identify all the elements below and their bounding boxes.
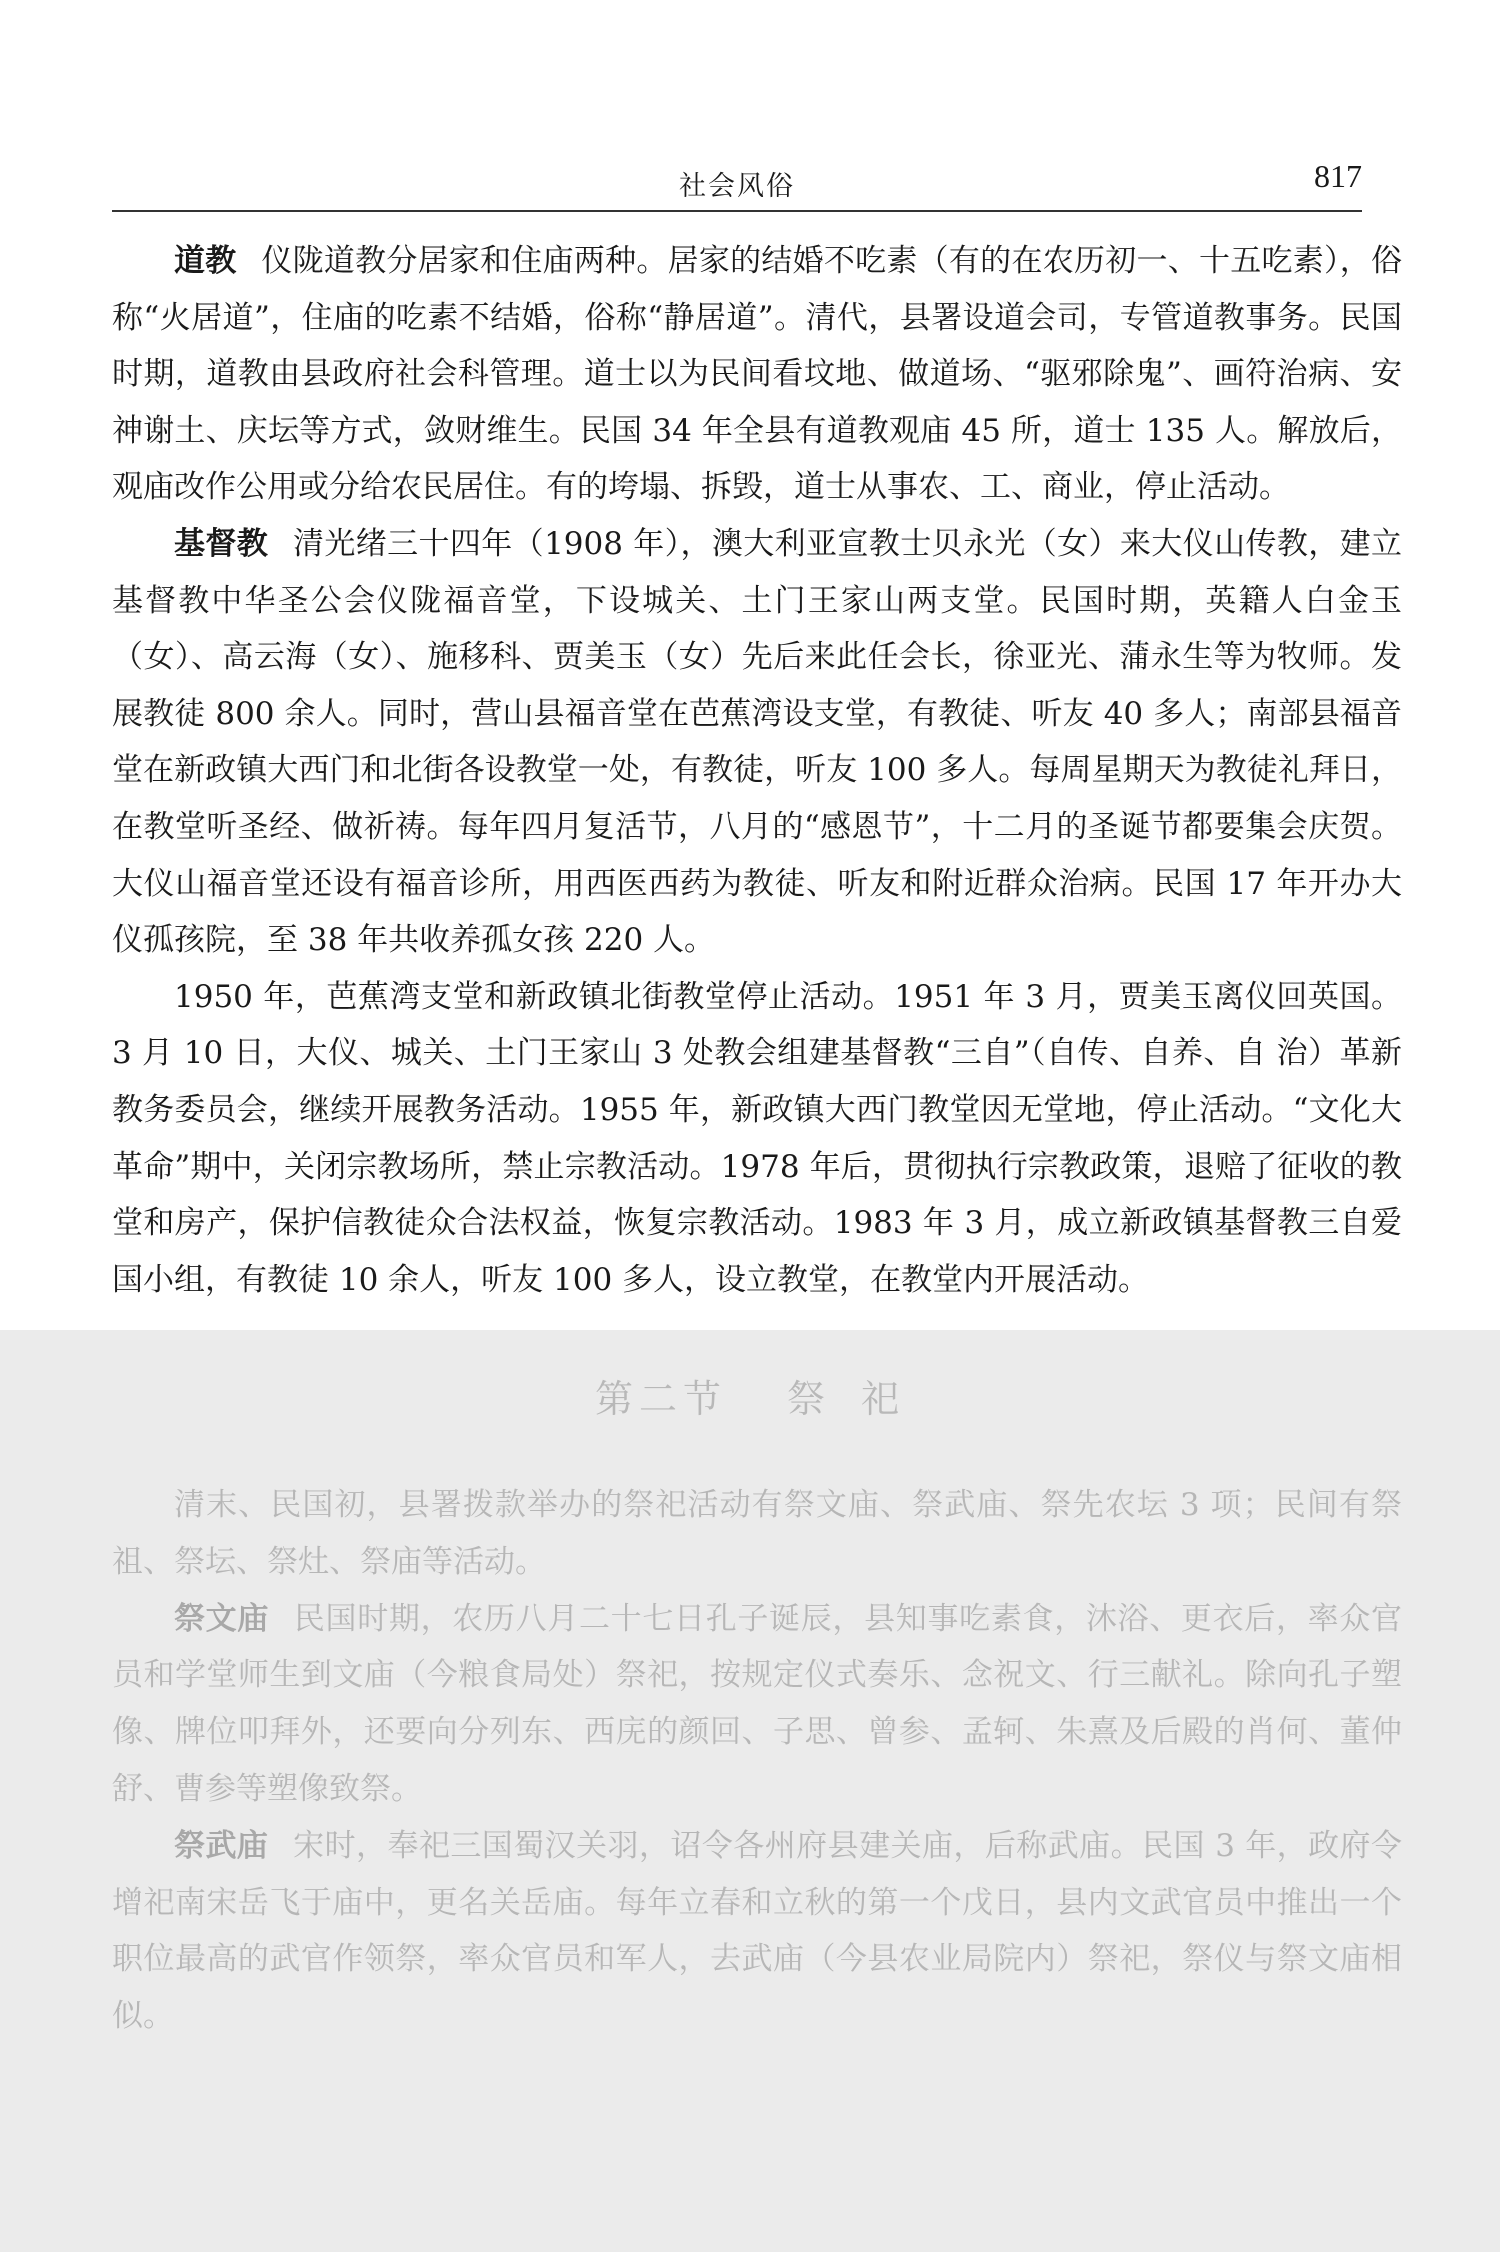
paragraph-christianity-postwar-body: 1950 年，芭蕉湾支堂和新政镇北街教堂停止活动。1951 年 3 月，贾美玉离仪回英国。3 月 10 日，大仪、城关、土门王家山 3 处教会组建基督教“三自”（自传、自养、自 治）革新教务委员会，继续开展教务活动。1955 年，新政镇大西门教堂因无堂地，停止活动。“文化大革命”期中，关闭宗教场所，禁止宗教活动。1978 年后，贯彻执行宗教政策，退赔了征收的教堂和房产，保护信教徒众合法权益，恢复宗教活动。1983 年 3 月，成立新政镇基督教三自爱国小组，有教徒 10 余人，听友 100 多人，设立教堂，在教堂内开展活动。 [112, 978, 1402, 1298]
term-confucius-temple: 祭文庙 [174, 1600, 270, 1637]
term-martial-temple: 祭武庙 [174, 1827, 269, 1864]
paragraph-christianity [112, 516, 1402, 969]
page-number: 817 [1314, 158, 1362, 194]
paragraph-sacrifice-intro [112, 1477, 1402, 1591]
paragraph-martial-temple-body: 宋时，奉祀三国蜀汉关羽，诏令各州府县建关庙，后称武庙。民国 3 年，政府令增祀南宋岳飞于庙中，更名关岳庙。每年立春和立秋的第一个戊日，县内文武官员中推出一个职位最高的武官作领祭，率众官员和军人，去武庙（今县农业局院内）祭祀，祭仪与祭文庙相似。 [112, 1827, 1402, 2035]
paragraph-christianity-body: 清光绪三十四年（1908 年），澳大利亚宣教士贝永光（女）来大仪山传教，建立基督教中华圣公会仪陇福音堂，下设城关、土门王家山两支堂。民国时期，英籍人白金玉（女）、高云海（女）、施移科、贾美玉（女）先后来此任会长，徐亚光、蒲永生等为牧师。发展教徒 800 余人。同时，营山县福音堂在芭蕉湾设支堂，有教徒、听友 40 多人；南部县福音堂在新政镇大西门和北街各设教堂一处，有教徒，听友 100 多人。每周星期天为教徒礼拜日，在教堂听圣经、做祈祷。每年四月复活节，八月的“感恩节”，十二月的圣诞节都要集会庆贺。大仪山福音堂还设有福音诊所，用西医西药为教徒、听友和附近群众治病。民国 17 年开办大仪孤孩院，至 38 年共收养孤女孩 220 人。 [112, 525, 1403, 959]
paragraph-sacrifice-intro-body: 清末、民国初，县署拨款举办的祭祀活动有祭文庙、祭武庙、祭先农坛 3 项；民间有祭祖、祭坛、祭灶、祭庙等活动。 [112, 1487, 1402, 1580]
main-text-block [112, 233, 1402, 1308]
paragraph-confucius-temple-body: 民国时期，农历八月二十七日孔子诞辰，县知事吃素食，沐浴、更衣后，率众官员和学堂师生到文庙（今粮食局处）祭祀，按规定仪式奏乐、念祝文、行三献礼。除向孔子塑像、牌位叩拜外，还要向分列东、西庑的颜回、子思、曾参、孟轲、朱熹及后殿的肖何、董仲舒、曹参等塑像致祭。 [112, 1600, 1402, 1807]
term-christianity: 基督教 [174, 525, 269, 562]
term-taoism: 道教 [174, 243, 237, 279]
section-title-char-1: 祭 [786, 1377, 831, 1421]
section-heading [0, 1368, 1500, 1423]
paragraph-taoism [112, 233, 1402, 516]
paragraph-christianity-postwar [112, 969, 1402, 1309]
running-title: 社会风俗 [679, 171, 795, 202]
paragraph-confucius-temple [112, 1591, 1402, 1818]
page-header [112, 150, 1362, 212]
section-number: 第二节 [594, 1377, 727, 1421]
section-title-char-2: 祀 [861, 1377, 906, 1421]
faded-text-block [112, 1477, 1402, 2045]
paragraph-taoism-body: 仪陇道教分居家和住庙两种。居家的结婚不吃素（有的在农历初一、十五吃素），俗称“火居道”，住庙的吃素不结婚，俗称“静居道”。清代，县署设道会司，专管道教事务。民国时期，道教由县政府社会科管理。道士以为民间看坟地、做道场、“驱邪除鬼”、画符治病、安神谢土、庆坛等方式，敛财维生。民国 34 年全县有道教观庙 45 所，道士 135 人。解放后，观庙改作公用或分给农民居住。有的垮塌、拆毁，道士从事农、工、商业，停止活动。 [112, 243, 1403, 506]
paragraph-martial-temple [112, 1818, 1402, 2045]
